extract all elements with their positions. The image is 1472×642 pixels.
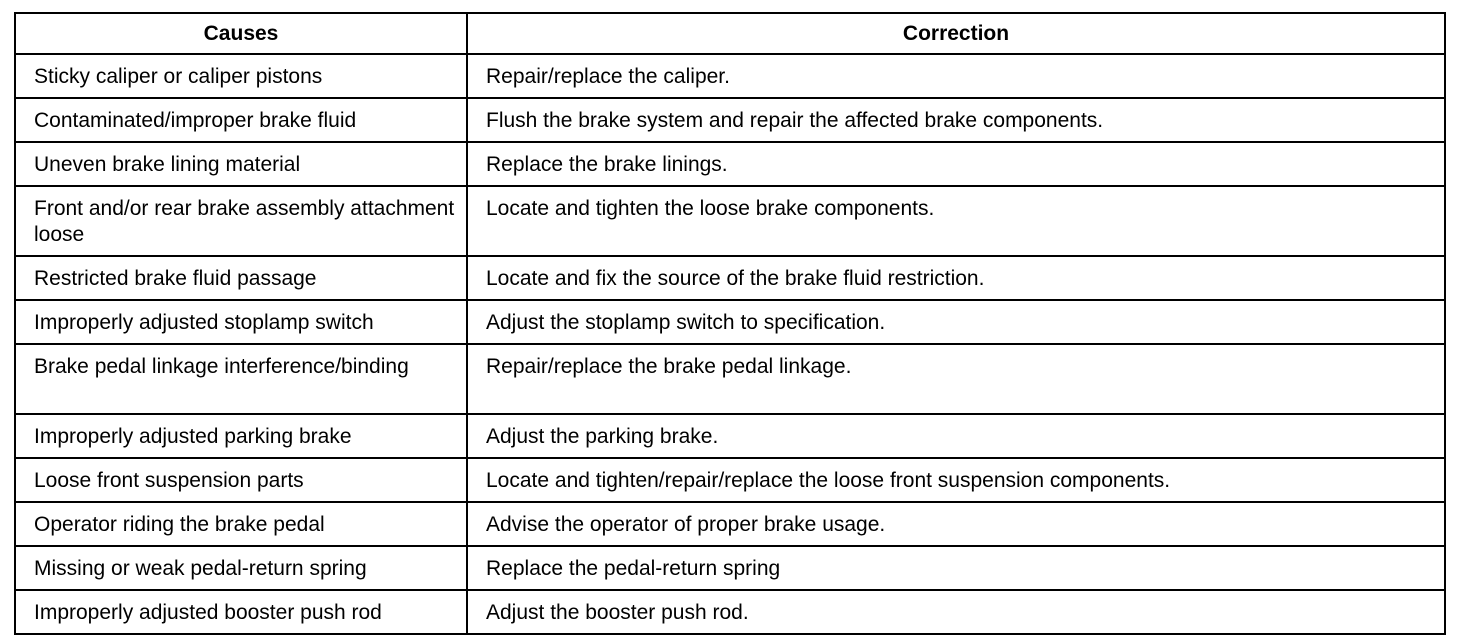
table-row: [15, 414, 1445, 458]
table-row: [15, 458, 1445, 502]
table-row: [15, 186, 1445, 256]
cause-cell: Improperly adjusted stoplamp switch: [15, 300, 467, 344]
table-row: [15, 546, 1445, 590]
cause-cell: Loose front suspension parts: [15, 458, 467, 502]
correction-cell: Adjust the parking brake.: [467, 414, 1445, 458]
correction-cell: Locate and fix the source of the brake fluid restriction.: [467, 256, 1445, 300]
header-correction: Correction: [467, 13, 1445, 54]
cause-cell: Restricted brake fluid passage: [15, 256, 467, 300]
correction-cell: Replace the brake linings.: [467, 142, 1445, 186]
correction-cell: Replace the pedal-return spring: [467, 546, 1445, 590]
table-row: [15, 256, 1445, 300]
table-row: [15, 300, 1445, 344]
correction-cell: Locate and tighten the loose brake components.: [467, 186, 1445, 256]
cause-cell: Front and/or rear brake assembly attachment loose: [15, 186, 467, 256]
cause-cell: Missing or weak pedal-return spring: [15, 546, 467, 590]
cause-cell: Improperly adjusted booster push rod: [15, 590, 467, 634]
table-row: [15, 344, 1445, 414]
cause-cell: Sticky caliper or caliper pistons: [15, 54, 467, 98]
table-row: [15, 502, 1445, 546]
correction-cell: Adjust the stoplamp switch to specification.: [467, 300, 1445, 344]
cause-cell: Contaminated/improper brake fluid: [15, 98, 467, 142]
cause-cell: Improperly adjusted parking brake: [15, 414, 467, 458]
correction-cell: Repair/replace the brake pedal linkage.: [467, 344, 1445, 414]
table-row: [15, 142, 1445, 186]
correction-cell: Repair/replace the caliper.: [467, 54, 1445, 98]
table-row: [15, 54, 1445, 98]
table-row: [15, 590, 1445, 634]
correction-cell: Adjust the booster push rod.: [467, 590, 1445, 634]
correction-cell: Locate and tighten/repair/replace the loose front suspension components.: [467, 458, 1445, 502]
header-causes: Causes: [15, 13, 467, 54]
cause-cell: Uneven brake lining material: [15, 142, 467, 186]
correction-cell: Advise the operator of proper brake usage.: [467, 502, 1445, 546]
cause-cell: Brake pedal linkage interference/binding: [15, 344, 467, 414]
cause-cell: Operator riding the brake pedal: [15, 502, 467, 546]
table-header-row: [15, 13, 1445, 54]
correction-cell: Flush the brake system and repair the affected brake components.: [467, 98, 1445, 142]
causes-correction-table: [14, 12, 1446, 635]
table-row: [15, 98, 1445, 142]
